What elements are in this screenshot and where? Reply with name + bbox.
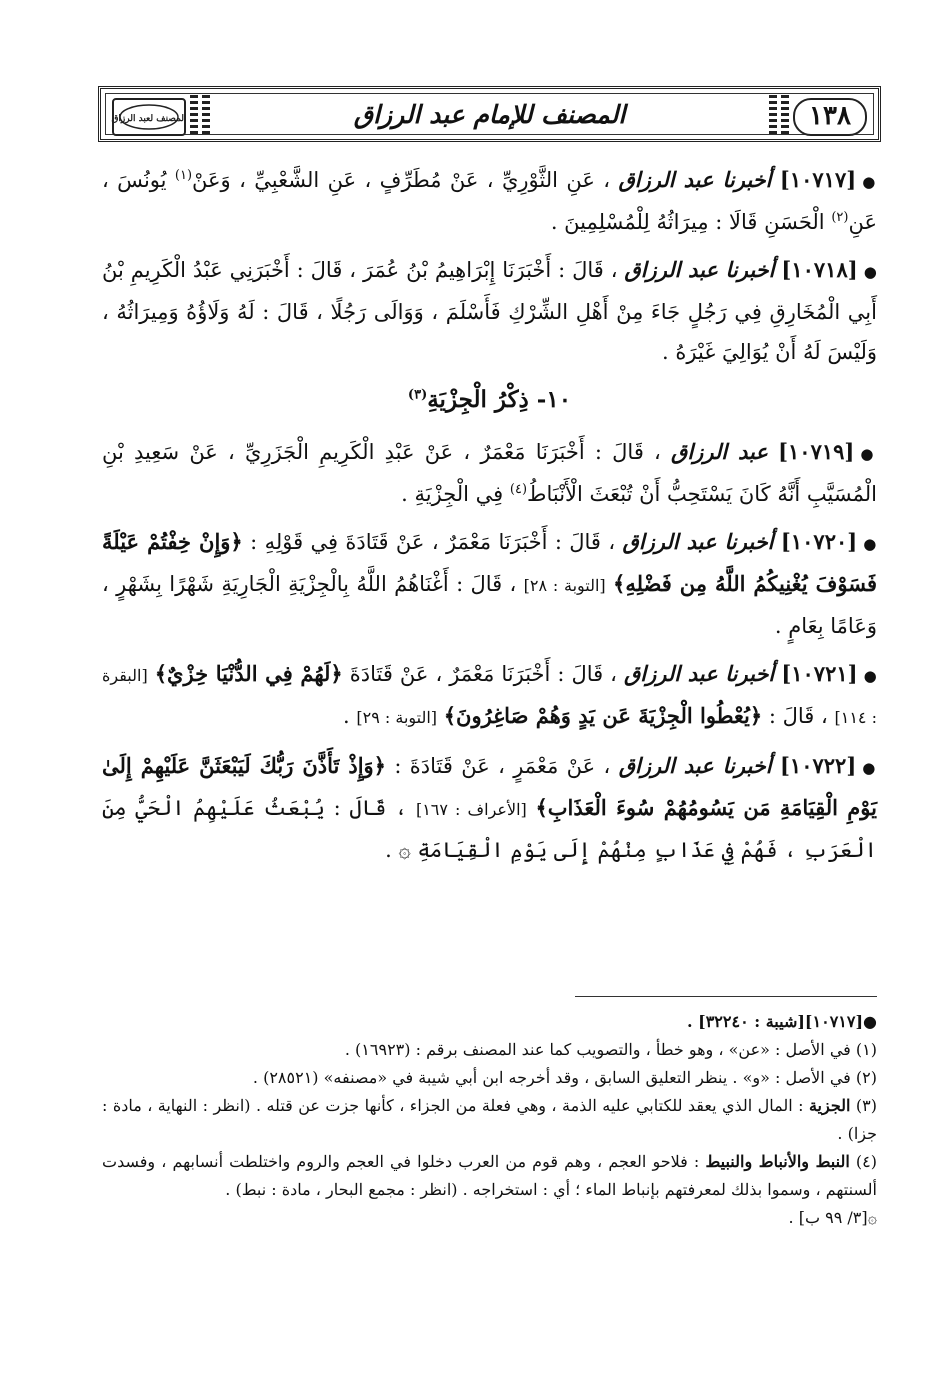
hadith-number: [١٠٧١٩] — [778, 439, 855, 464]
footnote-ref[interactable]: (٢) — [831, 210, 849, 225]
footnote-text: : المال الذي يعقد للكتابي عليه الذمة ، وهي فعلة من الجزاء ، كأنها جزت عن قتله . (انظر : النهاية ، مادة : جزا) . — [102, 1096, 877, 1143]
hadith-text: الْحَسَنِ قَالَا : مِيرَاثُهُ لِلْمُسْلِمِينَ . — [550, 210, 825, 234]
hadith-source: أخبرنا عبد الرزاق — [618, 753, 772, 778]
header-frame — [105, 93, 874, 135]
verse-reference: [الأعراف : ١٦٧] — [415, 800, 527, 819]
bullet-icon: ● — [863, 535, 877, 553]
book-logo-icon — [111, 102, 187, 132]
quran-verse: ﴿لَهُمْ فِي الدُّنْيَا خِزْيٌ﴾ — [154, 661, 343, 686]
header-ornament — [202, 94, 210, 134]
footnote-ref[interactable]: (١) — [174, 168, 193, 183]
hadith-text: ، قَالَ : — [768, 704, 828, 728]
footnote-divider — [575, 996, 877, 997]
bullet-icon: ● — [863, 667, 878, 685]
hadith-10722 — [102, 746, 877, 870]
folio-reference: ۞[٣/ ٩٩ ب] . — [788, 1208, 877, 1227]
header-ornament — [190, 94, 198, 134]
page-number: ١٣٨ — [793, 98, 867, 136]
footnotes — [102, 1008, 877, 1232]
hadith-number: [١٠٧٢٠] — [780, 529, 858, 554]
svg-text:المصنف لعبد الرزاق: المصنف لعبد الرزاق — [111, 114, 187, 124]
bullet-icon: ● — [862, 173, 877, 191]
hadith-number: [١٠٧٢٢] — [779, 753, 857, 778]
footnote-4 — [102, 1148, 877, 1204]
hadith-text: . — [385, 838, 392, 862]
footnote-text: في الأصل : «و» . ينظر التعليق السابق ، وقد أخرجه ابن أبي شيبة في «مصنفه» (٢٨٥٢١) . — [252, 1068, 851, 1087]
footnote-label: (٢) — [855, 1068, 877, 1087]
footnote-3 — [102, 1092, 877, 1148]
hadith-text: ، قَالَ : أَخْبَرَنَا مَعْمَرٌ ، عَنْ عَبْدِ الْكَرِيمِ الْجَزَرِيِّ ، عَنْ سَعِيدِ بْنِ الْمُسَيَّبِ أَنَّهُ كَانَ يَسْتَحِبُّ أَنْ تُبْعَثَ الْأَنْبَاطُ — [102, 440, 877, 506]
footnote-ref[interactable]: (٣) — [407, 387, 428, 403]
footnote-text: : فلاحو العجم ، وهم قوم من العرب دخلوا في العجم والروم واختلطت أنسابهم ، وفسدت ألسنتهم ، وسموا بذلك لمعرفتهم بإنباط الماء ؛ أي : استخراجه . (انظر : مجمع البحار ، مادة : نبط) . — [102, 1152, 877, 1199]
footnote-text: في الأصل : «عن» ، وهو خطأ ، والتصويب كما عند المصنف برقم : (١٦٩٢٣) . — [344, 1040, 851, 1059]
hadith-number: [١٠٧٢١] — [781, 661, 858, 686]
folio-mark-icon: ۞ — [398, 838, 411, 862]
hadith-text: ، عَنِ الثَّوْرِيِّ ، عَنْ مُطَرِّفٍ ، عَنِ الشَّعْبِيِّ ، وَعَنْ — [192, 168, 611, 192]
hadith-10721 — [102, 654, 877, 738]
footnote-term: النبط والأنباط والنبيط — [705, 1152, 850, 1171]
hadith-text: ، قَالَ : أَخْبَرَنَا مَعْمَرٌ ، عَنْ قَتَادَةَ — [349, 662, 617, 686]
footnote-label: (١) — [855, 1040, 877, 1059]
main-text — [102, 160, 877, 878]
takhrij-note: ●[١٠٧١٧][شيبة : ٣٢٢٤٠] . — [686, 1012, 877, 1031]
page-header — [98, 86, 881, 142]
verse-reference: [التوبة : ٢٩] — [356, 708, 438, 727]
footnote-2 — [102, 1064, 877, 1092]
hadith-text: ، قَالَ : أَخْبَرَنَا إِبْرَاهِيمُ بْنُ عُمَرَ ، قَالَ : أَخْبَرَنِي عَبْدُ الْكَرِيمِ بْنُ أَبِي الْمُخَارِقِ فِي رَجُلٍ جَاءَ مِنْ أَهْلِ الشِّرْكِ فَأَسْلَمَ ، وَوَالَى رَجُلًا ، قَالَ : لَهُ وَلَاؤُهُ وَمِيرَاثُهُ ، وَلَيْسَ لَهُ أَنْ يُوَالِيَ غَيْرَهُ . — [102, 258, 877, 364]
hadith-text: ، قَالَ : أَخْبَرَنَا مَعْمَرٌ ، عَنْ قَتَادَةَ فِي قَوْلِهِ : — [250, 530, 616, 554]
hadith-10718 — [102, 250, 877, 372]
header-ornament — [769, 94, 777, 134]
footnote-ref[interactable]: (٤) — [509, 482, 528, 497]
hadith-text: يُونُسَ ، عَنِ — [102, 168, 877, 234]
hadith-text: ، قَالَ : أَغْنَاهُمُ اللَّهُ بِالْجِزْيَةِ الْجَارِيَةِ شَهْرًا بِشَهْرٍ ، وَعَامًا بِعَامٍ . — [102, 572, 877, 638]
hadith-source: أخبرنا عبد الرزاق — [624, 257, 775, 282]
hadith-10720 — [102, 522, 877, 646]
hadith-10719 — [102, 432, 877, 514]
hadith-source: أخبرنا عبد الرزاق — [622, 529, 774, 554]
quran-verse: ﴿وَإِذْ تَأَذَّنَ رَبُّكَ لَيَبْعَثَنَّ عَلَيْهِمْ إِلَىٰ يَوْمِ الْقِيَامَةِ مَن يَسُومُهُمْ سُوءَ الْعَذَابِ﴾ — [102, 753, 877, 820]
hadith-number: [١٠٧١٧] — [779, 167, 857, 192]
hadith-10717 — [102, 160, 877, 242]
verse-reference: [التوبة : ٢٨] — [523, 576, 606, 595]
bullet-icon: ● — [863, 263, 878, 281]
hadith-text: فِي الْجِزْيَةِ . — [401, 482, 504, 506]
bullet-icon: ● — [860, 445, 877, 463]
hadith-source: أخبرنا عبد الرزاق — [618, 167, 772, 192]
hadith-text: ، عَنْ مَعْمَرٍ ، عَنْ قَتَادَةَ : — [394, 754, 611, 778]
book-logo — [112, 98, 186, 136]
footnote-label: (٣) — [855, 1096, 878, 1115]
footnote-term: الجزية — [808, 1096, 851, 1115]
hadith-number: [١٠٧١٨] — [781, 257, 858, 282]
hadith-text: . — [342, 704, 350, 728]
hadith-source: أخبرنا عبد الرزاق — [624, 661, 775, 686]
header-ornament — [781, 94, 789, 134]
verse-reference: [البقرة : ١١٤] — [102, 666, 877, 727]
hadith-text: ، قَالَ : يُبْعَثُ عَلَيْهِمُ الْحَيُّ مِنَ الْعَرَبِ ، فَهُمْ فِي عَذَابٍ مِنْهُمْ إِلَى يَوْمِ الْقِيَامَةِ — [102, 796, 877, 862]
hadith-source: عبد الرزاق — [671, 439, 768, 464]
quran-verse: ﴿يُعْطُوا الْجِزْيَةَ عَن يَدٍ وَهُمْ صَاغِرُونَ﴾ — [443, 703, 763, 728]
footnote-1 — [102, 1036, 877, 1064]
section-title: ١٠- ذِكْرُ الْجِزْيَةِ — [427, 386, 572, 413]
running-title: المصنف للإمام عبد الرزاق — [353, 100, 626, 129]
footnote-label: (٤) — [855, 1152, 878, 1171]
section-heading — [102, 380, 877, 420]
quran-verse: ﴿وَإِنْ خِفْتُمْ عَيْلَةً فَسَوْفَ يُغْنِيكُمُ اللَّهُ مِن فَضْلِهِ﴾ — [102, 529, 877, 596]
bullet-icon: ● — [862, 759, 878, 777]
